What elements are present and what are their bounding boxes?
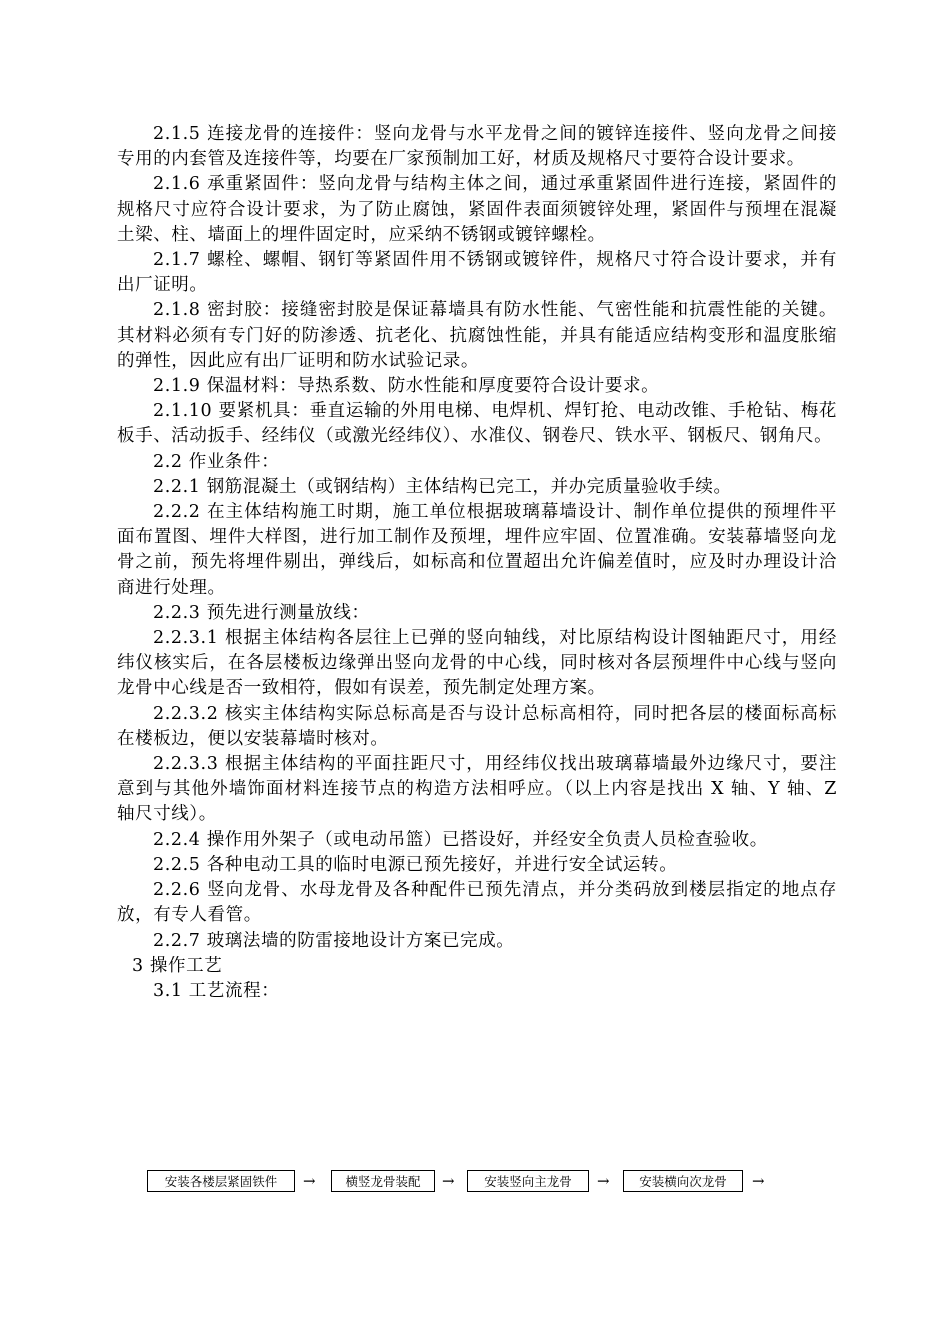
paragraph-2-2-3-3: 2.2.3.3 根据主体结构的平面拄距尺寸，用经纬仪找出玻璃幕墙最外边缘尺寸，要注意到与其他外墙饰面材料连接节点的构造方法相呼应。（以上内容是找出 X 轴、Y 轴、Z 轴尺寸线）。 [117,754,837,825]
section-heading-2-2: 2.2 作业条件： [153,451,280,472]
paragraph-2-2-1: 2.2.1 钢筋混凝土（或钢结构）主体结构已完工，并办完质量验收手续。 [153,476,732,497]
paragraph-2-1-8: 2.1.8 密封胶：接缝密封胶是保证幕墙具有防水性能、气密性能和抗震性能的关键。其材料必须有专门好的防渗透、抗老化、抗腐蚀性能，并具有能适应结构变形和温度胀缩的弹性，因此应有出厂证明和防水试验记录。 [117,300,837,371]
section-heading-3-1: 3.1 工艺流程： [153,980,280,1001]
flow-step-2: 横竖龙骨装配 [331,1170,435,1192]
section-heading-2-2-3: 2.2.3 预先进行测量放线： [153,602,370,623]
paragraph-2-2-4: 2.2.4 操作用外架子（或电动吊篮）已搭设好，并经安全负责人员检查验收。 [153,829,768,850]
paragraph-2-1-9: 2.1.9 保温材料：导热系数、防水性能和厚度要符合设计要求。 [153,376,660,397]
flow-arrow-icon: → [303,1172,316,1190]
section-heading-3: 3 操作工艺 [132,955,223,976]
paragraph-2-2-3-2: 2.2.3.2 核实主体结构实际总标高是否与设计总标高相符，同时把各层的楼面标高标在楼板边，便以安装幕墙时核对。 [117,703,837,749]
paragraph-2-2-5: 2.2.5 各种电动工具的临时电源已预先接好，并进行安全试运转。 [153,854,678,875]
paragraph-2-2-2: 2.2.2 在主体结构施工时期，施工单位根据玻璃幕墙设计、制作单位提供的预埋件平面布置图、埋件大样图，进行加工制作及预埋，埋件应牢固、位置准确。安装幕墙竖向龙骨之前，预先将埋件剔出，弹线后，如标高和位置超出允许偏差值时，应及时办理设计洽商进行处理。 [117,502,837,598]
flow-step-4: 安装横向次龙骨 [623,1170,743,1192]
flow-arrow-icon: → [597,1172,610,1190]
paragraph-2-2-7: 2.2.7 玻璃法墙的防雷接地设计方案已完成。 [153,930,515,951]
paragraph-2-1-5: 2.1.5 连接龙骨的连接件：竖向龙骨与水平龙骨之间的镀锌连接件、竖向龙骨之间接专用的内套管及连接件等，均要在厂家预制加工好，材质及规格尺寸要符合设计要求。 [117,124,837,170]
paragraph-2-2-6: 2.2.6 竖向龙骨、水母龙骨及各种配件已预先清点，并分类码放到楼层指定的地点存放，有专人看管。 [117,880,837,926]
flow-arrow-icon: → [752,1172,765,1190]
paragraph-2-2-3-1: 2.2.3.1 根据主体结构各层往上已弹的竖向轴线，对比原结构设计图轴距尺寸，用经纬仪核实后，在各层楼板边缘弹出竖向龙骨的中心线，同时核对各层预埋件中心线与竖向龙骨中心线是否一致相符，假如有误差，预先制定处理方案。 [117,628,837,699]
paragraph-2-1-6: 2.1.6 承重紧固件：竖向龙骨与结构主体之间，通过承重紧固件进行连接，紧固件的规格尺寸应符合设计要求，为了防止腐蚀，紧固件表面须镀锌处理，紧固件与预埋在混凝土梁、柱、墙面上的埋件固定时，应采纳不锈钢或镀锌螺栓。 [117,174,837,245]
flow-step-1: 安装各楼层紧固铁件 [147,1170,295,1192]
flow-step-3: 安装竖向主龙骨 [467,1170,589,1192]
document-body [117,122,837,1004]
flow-arrow-icon: → [442,1172,455,1190]
process-flow [147,1170,787,1196]
paragraph-2-1-10: 2.1.10 要紧机具：垂直运输的外用电梯、电焊机、焊钉抢、电动改锥、手枪钻、梅花板手、活动扳手、经纬仪（或激光经纬仪）、水准仪、钢卷尺、铁水平、钢板尺、钢角尺。 [117,401,837,447]
paragraph-2-1-7: 2.1.7 螺栓、螺帽、钢钉等紧固件用不锈钢或镀锌件，规格尺寸符合设计要求，并有出厂证明。 [117,250,837,296]
